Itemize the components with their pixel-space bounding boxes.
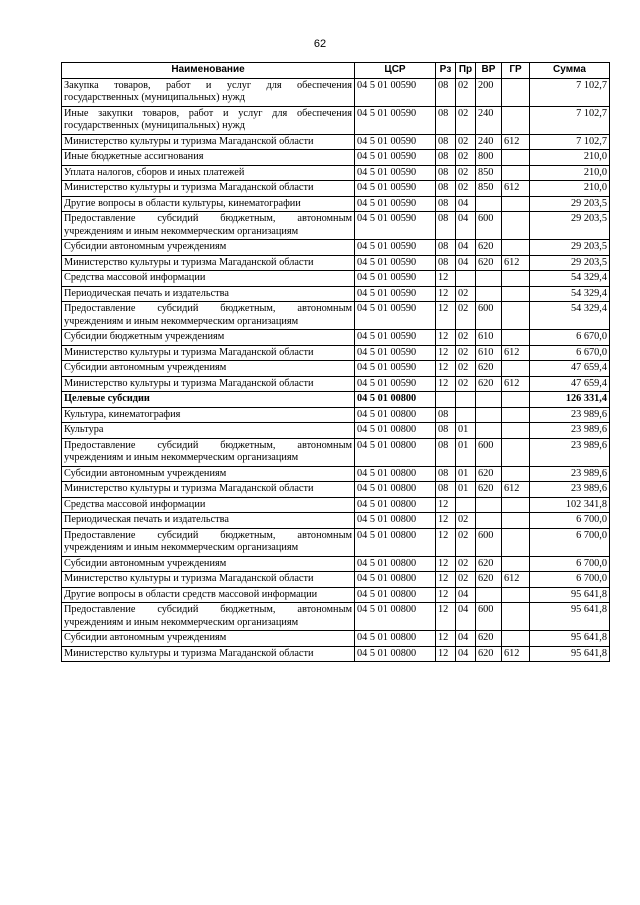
row-rz: 08 <box>436 482 456 498</box>
row-vr: 850 <box>476 165 502 181</box>
row-csr: 04 5 01 00800 <box>355 572 436 588</box>
row-sum: 6 700,0 <box>530 556 610 572</box>
row-pr: 04 <box>456 255 476 271</box>
row-vr <box>476 286 502 302</box>
row-sum: 95 641,8 <box>530 646 610 662</box>
row-csr: 04 5 01 00590 <box>355 361 436 377</box>
row-name: Предоставление субсидий бюджетным, автономным учреждениям и иным некоммерческим организациям <box>62 212 355 240</box>
row-csr: 04 5 01 00800 <box>355 528 436 556</box>
row-rz: 12 <box>436 302 456 330</box>
row-csr: 04 5 01 00800 <box>355 438 436 466</box>
row-pr: 04 <box>456 587 476 603</box>
row-csr: 04 5 01 00590 <box>355 255 436 271</box>
row-pr: 02 <box>456 556 476 572</box>
row-gr <box>502 423 530 439</box>
row-sum: 6 700,0 <box>530 513 610 529</box>
row-vr <box>476 497 502 513</box>
row-csr: 04 5 01 00800 <box>355 513 436 529</box>
row-sum: 47 659,4 <box>530 361 610 377</box>
table-row <box>62 212 610 240</box>
page-number: 62 <box>313 38 327 50</box>
row-name: Культура <box>62 423 355 439</box>
row-csr: 04 5 01 00590 <box>355 134 436 150</box>
row-gr <box>502 603 530 631</box>
table-row <box>62 423 610 439</box>
row-pr: 01 <box>456 466 476 482</box>
row-sum: 23 989,6 <box>530 482 610 498</box>
row-pr: 04 <box>456 212 476 240</box>
row-vr: 610 <box>476 330 502 346</box>
row-sum: 210,0 <box>530 181 610 197</box>
table-row <box>62 271 610 287</box>
row-sum: 7 102,7 <box>530 78 610 106</box>
row-name: Субсидии автономным учреждениям <box>62 631 355 647</box>
row-name: Средства массовой информации <box>62 497 355 513</box>
row-sum: 23 989,6 <box>530 407 610 423</box>
row-csr: 04 5 01 00590 <box>355 345 436 361</box>
row-rz: 12 <box>436 603 456 631</box>
row-name: Министерство культуры и туризма Магаданской области <box>62 376 355 392</box>
row-pr <box>456 407 476 423</box>
table-row <box>62 106 610 134</box>
row-csr: 04 5 01 00590 <box>355 181 436 197</box>
row-gr <box>502 361 530 377</box>
row-pr: 02 <box>456 330 476 346</box>
row-pr: 02 <box>456 528 476 556</box>
table-row <box>62 482 610 498</box>
budget-table <box>61 62 610 662</box>
row-vr <box>476 407 502 423</box>
row-csr: 04 5 01 00590 <box>355 78 436 106</box>
row-csr: 04 5 01 00800 <box>355 466 436 482</box>
row-pr: 01 <box>456 482 476 498</box>
row-name: Субсидии автономным учреждениям <box>62 466 355 482</box>
row-sum: 23 989,6 <box>530 438 610 466</box>
row-sum: 126 331,4 <box>530 392 610 408</box>
row-name: Предоставление субсидий бюджетным, автономным учреждениям и иным некоммерческим организациям <box>62 603 355 631</box>
row-rz: 12 <box>436 513 456 529</box>
row-rz: 12 <box>436 345 456 361</box>
row-gr <box>502 106 530 134</box>
row-csr: 04 5 01 00800 <box>355 497 436 513</box>
row-rz: 12 <box>436 556 456 572</box>
row-csr: 04 5 01 00590 <box>355 330 436 346</box>
row-pr <box>456 497 476 513</box>
table-row <box>62 392 610 408</box>
table-row <box>62 407 610 423</box>
row-csr: 04 5 01 00590 <box>355 106 436 134</box>
row-vr: 600 <box>476 212 502 240</box>
row-sum: 29 203,5 <box>530 196 610 212</box>
row-csr: 04 5 01 00590 <box>355 376 436 392</box>
row-sum: 102 341,8 <box>530 497 610 513</box>
row-rz: 12 <box>436 528 456 556</box>
table-row <box>62 240 610 256</box>
row-sum: 6 670,0 <box>530 345 610 361</box>
table-row <box>62 181 610 197</box>
row-csr: 04 5 01 00590 <box>355 240 436 256</box>
row-pr: 02 <box>456 361 476 377</box>
header-name: Наименование <box>62 63 355 79</box>
row-name: Субсидии автономным учреждениям <box>62 240 355 256</box>
row-gr: 612 <box>502 345 530 361</box>
row-rz: 08 <box>436 196 456 212</box>
row-vr: 620 <box>476 361 502 377</box>
row-pr: 04 <box>456 196 476 212</box>
row-name: Целевые субсидии <box>62 392 355 408</box>
row-pr: 02 <box>456 78 476 106</box>
row-gr <box>502 392 530 408</box>
row-rz: 08 <box>436 106 456 134</box>
row-pr: 02 <box>456 150 476 166</box>
row-vr: 620 <box>476 240 502 256</box>
row-sum: 54 329,4 <box>530 302 610 330</box>
row-vr: 800 <box>476 150 502 166</box>
row-vr: 240 <box>476 134 502 150</box>
row-vr <box>476 423 502 439</box>
row-vr: 610 <box>476 345 502 361</box>
row-sum: 47 659,4 <box>530 376 610 392</box>
header-csr: ЦСР <box>355 63 436 79</box>
row-sum: 95 641,8 <box>530 631 610 647</box>
table-row <box>62 330 610 346</box>
row-gr <box>502 513 530 529</box>
row-sum: 210,0 <box>530 165 610 181</box>
row-rz: 08 <box>436 212 456 240</box>
row-name: Закупка товаров, работ и услуг для обеспечения государственных (муниципальных) нужд <box>62 78 355 106</box>
row-vr: 620 <box>476 255 502 271</box>
row-sum: 29 203,5 <box>530 212 610 240</box>
row-gr <box>502 407 530 423</box>
row-pr: 01 <box>456 438 476 466</box>
row-pr: 02 <box>456 572 476 588</box>
row-sum: 29 203,5 <box>530 240 610 256</box>
row-gr: 612 <box>502 646 530 662</box>
table-row <box>62 165 610 181</box>
row-gr <box>502 587 530 603</box>
row-name: Министерство культуры и туризма Магаданской области <box>62 255 355 271</box>
row-name: Культура, кинематография <box>62 407 355 423</box>
table-row <box>62 528 610 556</box>
row-pr: 04 <box>456 240 476 256</box>
row-gr <box>502 212 530 240</box>
row-gr <box>502 556 530 572</box>
row-gr: 612 <box>502 255 530 271</box>
row-rz: 08 <box>436 181 456 197</box>
row-sum: 54 329,4 <box>530 271 610 287</box>
row-sum: 23 989,6 <box>530 466 610 482</box>
row-vr: 620 <box>476 572 502 588</box>
row-vr: 850 <box>476 181 502 197</box>
row-name: Предоставление субсидий бюджетным, автономным учреждениям и иным некоммерческим организациям <box>62 528 355 556</box>
table-row <box>62 587 610 603</box>
row-rz: 08 <box>436 134 456 150</box>
row-pr: 02 <box>456 165 476 181</box>
row-name: Иные бюджетные ассигнования <box>62 150 355 166</box>
row-pr: 04 <box>456 603 476 631</box>
row-gr <box>502 631 530 647</box>
row-name: Министерство культуры и туризма Магаданской области <box>62 134 355 150</box>
table-row <box>62 376 610 392</box>
row-rz: 12 <box>436 631 456 647</box>
row-vr: 600 <box>476 302 502 330</box>
row-rz: 08 <box>436 438 456 466</box>
row-vr: 620 <box>476 556 502 572</box>
row-csr: 04 5 01 00590 <box>355 286 436 302</box>
row-csr: 04 5 01 00590 <box>355 302 436 330</box>
row-vr: 620 <box>476 631 502 647</box>
row-name: Иные закупки товаров, работ и услуг для обеспечения государственных (муниципальных) нужд <box>62 106 355 134</box>
row-gr: 612 <box>502 134 530 150</box>
row-vr: 620 <box>476 376 502 392</box>
table-row <box>62 603 610 631</box>
table-row <box>62 556 610 572</box>
header-pr: Пр <box>456 63 476 79</box>
row-name: Министерство культуры и туризма Магаданской области <box>62 482 355 498</box>
table-row <box>62 134 610 150</box>
table-row <box>62 361 610 377</box>
table-row <box>62 572 610 588</box>
row-rz: 08 <box>436 407 456 423</box>
row-vr: 600 <box>476 528 502 556</box>
row-name: Субсидии автономным учреждениям <box>62 556 355 572</box>
row-sum: 29 203,5 <box>530 255 610 271</box>
row-rz: 08 <box>436 165 456 181</box>
row-gr <box>502 240 530 256</box>
row-name: Предоставление субсидий бюджетным, автономным учреждениям и иным некоммерческим организациям <box>62 438 355 466</box>
row-pr <box>456 392 476 408</box>
row-csr: 04 5 01 00800 <box>355 407 436 423</box>
row-vr: 600 <box>476 603 502 631</box>
row-csr: 04 5 01 00800 <box>355 587 436 603</box>
row-pr: 02 <box>456 513 476 529</box>
row-gr <box>502 150 530 166</box>
table-row <box>62 150 610 166</box>
row-vr: 200 <box>476 78 502 106</box>
row-sum: 7 102,7 <box>530 134 610 150</box>
row-rz: 08 <box>436 150 456 166</box>
row-name: Субсидии автономным учреждениям <box>62 361 355 377</box>
table-row <box>62 78 610 106</box>
row-vr: 240 <box>476 106 502 134</box>
table-row <box>62 255 610 271</box>
row-vr: 620 <box>476 646 502 662</box>
row-name: Другие вопросы в области средств массовой информации <box>62 587 355 603</box>
row-csr: 04 5 01 00800 <box>355 482 436 498</box>
row-name: Средства массовой информации <box>62 271 355 287</box>
row-sum: 7 102,7 <box>530 106 610 134</box>
row-csr: 04 5 01 00800 <box>355 556 436 572</box>
row-name: Предоставление субсидий бюджетным, автономным учреждениям и иным некоммерческим организациям <box>62 302 355 330</box>
row-pr: 02 <box>456 345 476 361</box>
row-gr: 612 <box>502 181 530 197</box>
header-rz: Рз <box>436 63 456 79</box>
row-rz <box>436 392 456 408</box>
row-pr: 02 <box>456 286 476 302</box>
row-gr <box>502 330 530 346</box>
row-pr: 04 <box>456 646 476 662</box>
row-rz: 12 <box>436 286 456 302</box>
row-gr <box>502 466 530 482</box>
row-rz: 08 <box>436 466 456 482</box>
row-rz: 12 <box>436 361 456 377</box>
row-rz: 12 <box>436 587 456 603</box>
row-csr: 04 5 01 00800 <box>355 423 436 439</box>
row-gr <box>502 271 530 287</box>
row-csr: 04 5 01 00590 <box>355 196 436 212</box>
row-rz: 12 <box>436 497 456 513</box>
row-name: Уплата налогов, сборов и иных платежей <box>62 165 355 181</box>
table-row <box>62 497 610 513</box>
row-csr: 04 5 01 00590 <box>355 212 436 240</box>
row-gr: 612 <box>502 572 530 588</box>
row-sum: 95 641,8 <box>530 603 610 631</box>
row-rz: 12 <box>436 572 456 588</box>
row-rz: 12 <box>436 271 456 287</box>
row-rz: 08 <box>436 255 456 271</box>
row-name: Субсидии бюджетным учреждениям <box>62 330 355 346</box>
row-gr: 612 <box>502 376 530 392</box>
row-pr: 02 <box>456 106 476 134</box>
row-pr: 01 <box>456 423 476 439</box>
table-row <box>62 631 610 647</box>
row-name: Министерство культуры и туризма Магаданской области <box>62 646 355 662</box>
row-gr <box>502 286 530 302</box>
row-rz: 12 <box>436 330 456 346</box>
table-row <box>62 196 610 212</box>
row-sum: 6 700,0 <box>530 572 610 588</box>
row-vr <box>476 271 502 287</box>
row-csr: 04 5 01 00800 <box>355 631 436 647</box>
row-vr <box>476 196 502 212</box>
row-name: Другие вопросы в области культуры, кинематографии <box>62 196 355 212</box>
table-row <box>62 345 610 361</box>
row-name: Министерство культуры и туризма Магаданской области <box>62 181 355 197</box>
row-csr: 04 5 01 00590 <box>355 271 436 287</box>
row-rz: 08 <box>436 78 456 106</box>
row-pr: 02 <box>456 181 476 197</box>
row-name: Министерство культуры и туризма Магаданской области <box>62 345 355 361</box>
row-name: Министерство культуры и туризма Магаданской области <box>62 572 355 588</box>
row-csr: 04 5 01 00800 <box>355 603 436 631</box>
row-csr: 04 5 01 00800 <box>355 392 436 408</box>
header-vr: ВР <box>476 63 502 79</box>
row-rz: 08 <box>436 423 456 439</box>
row-csr: 04 5 01 00590 <box>355 165 436 181</box>
row-csr: 04 5 01 00590 <box>355 150 436 166</box>
row-vr: 600 <box>476 438 502 466</box>
table-row <box>62 286 610 302</box>
row-gr <box>502 165 530 181</box>
row-sum: 95 641,8 <box>530 587 610 603</box>
row-vr <box>476 513 502 529</box>
row-rz: 08 <box>436 240 456 256</box>
row-pr: 02 <box>456 376 476 392</box>
table-row <box>62 302 610 330</box>
row-gr <box>502 438 530 466</box>
row-gr: 612 <box>502 482 530 498</box>
row-name: Периодическая печать и издательства <box>62 286 355 302</box>
row-gr <box>502 302 530 330</box>
row-csr: 04 5 01 00800 <box>355 646 436 662</box>
row-gr <box>502 497 530 513</box>
table-row <box>62 646 610 662</box>
row-vr <box>476 392 502 408</box>
row-sum: 210,0 <box>530 150 610 166</box>
row-vr <box>476 587 502 603</box>
row-gr <box>502 528 530 556</box>
row-gr <box>502 196 530 212</box>
row-pr: 02 <box>456 302 476 330</box>
row-vr: 620 <box>476 482 502 498</box>
header-sum: Сумма <box>530 63 610 79</box>
row-sum: 6 700,0 <box>530 528 610 556</box>
row-sum: 23 989,6 <box>530 423 610 439</box>
row-rz: 12 <box>436 376 456 392</box>
row-vr: 620 <box>476 466 502 482</box>
table-header-row <box>62 63 610 79</box>
row-sum: 6 670,0 <box>530 330 610 346</box>
row-pr <box>456 271 476 287</box>
row-gr <box>502 78 530 106</box>
row-sum: 54 329,4 <box>530 286 610 302</box>
row-rz: 12 <box>436 646 456 662</box>
table-row <box>62 466 610 482</box>
row-pr: 02 <box>456 134 476 150</box>
table-row <box>62 438 610 466</box>
row-name: Периодическая печать и издательства <box>62 513 355 529</box>
header-gr: ГР <box>502 63 530 79</box>
row-pr: 04 <box>456 631 476 647</box>
table-row <box>62 513 610 529</box>
